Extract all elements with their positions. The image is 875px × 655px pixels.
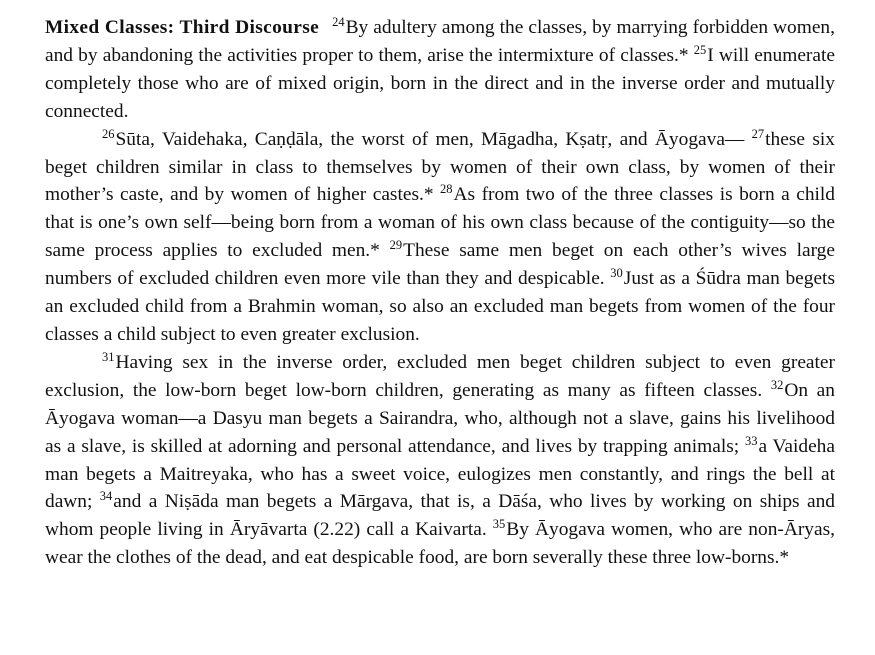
verse-text: These same men beget on each other’s wives large numbers of excluded children even more vile than they and despicable. <box>45 240 835 290</box>
section-heading: Mixed Classes: Third Discourse <box>45 17 320 38</box>
verse-text: these six beget children similar in class to themselves by women of their own class, by women of their mother’s caste, and by women of higher castes.* <box>45 128 835 206</box>
verse-number: 33 <box>744 433 758 448</box>
verse-number: 25 <box>693 42 707 57</box>
paragraph-2 <box>45 126 835 349</box>
paragraph-3 <box>45 349 835 572</box>
verse-text: a Vaideha man begets a Maitreyaka, who has a sweet voice, eulogizes men constantly, and rings the bell at dawn; <box>45 435 835 513</box>
verse-number: 31 <box>102 349 115 364</box>
verse-text: On an Āyogava woman—a Dasyu man begets a Sairandra, who, although not a slave, gains his livelihood as a slave, is skilled at adorning and personal attendance, and lives by trapping animals; <box>45 379 835 457</box>
document-page <box>45 14 835 572</box>
verse-number: 34 <box>99 489 113 504</box>
verse-number: 29 <box>389 238 403 253</box>
verse-number: 35 <box>492 517 506 532</box>
verse-number: 28 <box>440 182 453 197</box>
verse-text: Having sex in the inverse order, excluded men beget children subject to even greater exclusion, the low-born beget low-born children, generating as many as fifteen classes. <box>45 351 835 401</box>
verse-text: Just as a Śūdra man begets an excluded child from a Brahmin woman, so also an excluded man begets from women of the four classes a child subject to even greater exclusion. <box>45 268 835 345</box>
verse-text: and a Niṣāda man begets a Mārgava, that is, a Dāśa, who lives by working on ships and whom people living in Āryāvarta (2.22) call a Kaivarta. <box>45 491 835 541</box>
verse-number: 26 <box>102 126 115 141</box>
verse-text: I will enumerate completely those who are of mixed origin, born in the direct and in the inverse order and mutually connected. <box>45 44 835 122</box>
verse-text: Sūta, Vaidehaka, Caṇḍāla, the worst of men, Māgadha, Kṣatṛ, and Āyogava— <box>115 128 752 150</box>
paragraph-1 <box>45 14 835 126</box>
verse-text: By adultery among the classes, by marrying forbidden women, and by abandoning the activities proper to them, arise the intermixture of classes.* <box>45 17 835 66</box>
verse-text: By Āyogava women, who are non-Āryas, wear the clothes of the dead, and eat despicable food, are born severally these three low-borns.* <box>45 519 836 569</box>
verse-text: As from two of the three classes is born a child that is one’s own self—being born from a woman of his own class because of the contiguity—so the same process applies to excluded men.* <box>45 184 835 262</box>
verse-number: 24 <box>332 15 345 29</box>
verse-number: 27 <box>751 126 765 141</box>
verse-number: 30 <box>610 266 623 281</box>
verse-number: 32 <box>770 377 784 392</box>
